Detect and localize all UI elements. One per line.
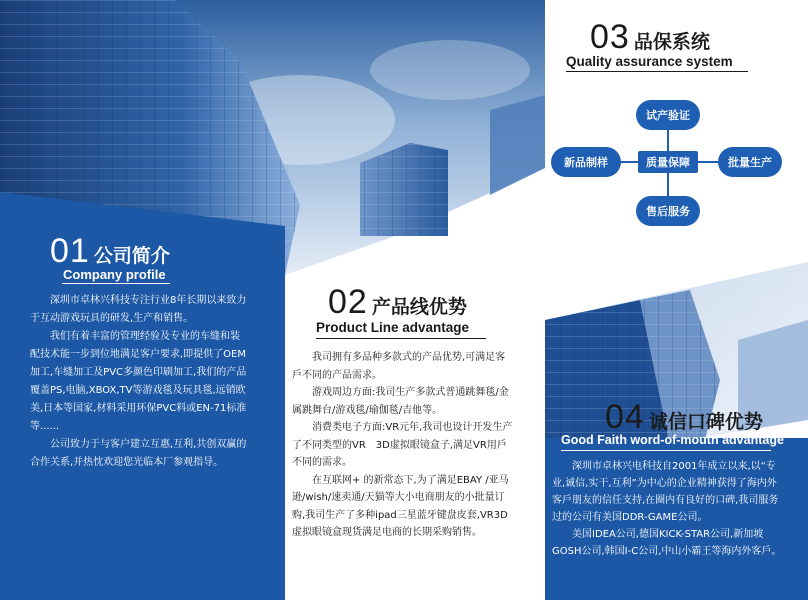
- section-04-rule: [561, 450, 771, 451]
- section-01-subtitle: Company profile: [63, 267, 166, 282]
- section-04-paragraph: 深圳市卓林兴电科技自2001年成立以来,以“专业,诚信,实干,互利”为中心的企业精神获得了海内外客戶朋友的信任支持,在圈内有良好的口碑,我司服务过的公司有美国DDR-GAME公司。: [552, 461, 779, 523]
- section-02-subtitle: Product Line advantage: [316, 320, 470, 335]
- section-02-heading: [328, 283, 467, 322]
- section-03-number: 03: [590, 18, 630, 56]
- section-02-number: 02: [328, 283, 368, 321]
- diagram-node-center: 质量保障: [638, 151, 698, 173]
- section-03-rule: [566, 71, 748, 72]
- building-far: [490, 95, 545, 195]
- section-01-body: [30, 292, 248, 472]
- section-02-paragraph: 消费类电子方面:VR元年,我司也设计开发生产了不同类型的VR 3D虚拟眼镜盒子,满足VR用戶不同的需求。: [292, 422, 513, 468]
- section-01-number: 01: [50, 232, 90, 270]
- section-04-heading: [605, 398, 763, 437]
- diagram-node-top: 试产验证: [636, 100, 700, 130]
- cloud: [370, 40, 530, 100]
- section-02-paragraph: 游戏周边方面:我司生产多款式普通跳舞毯/金属跳舞台/游戏毯/瑜伽毯/吉他等。: [292, 387, 509, 416]
- section-02-title: 产品线优势: [371, 296, 467, 318]
- section-01-paragraph: 公司致力于与客户建立互惠,互利,共创双赢的合作关系,并热忱欢迎您光临本厂参观指导。: [30, 439, 247, 468]
- section-02-rule: [316, 338, 486, 339]
- section-03-subtitle: Quality assurance system: [566, 54, 733, 69]
- section-04-body: [552, 458, 784, 560]
- section-02-paragraph: 在互联网+ 的新常态下,为了满足EBAY /亚马逊/wish/速卖通/天猫等大小电商朋友的小批量订购,我司生产了多种ipad三星蓝牙键盘皮套,VR3D虚拟眼镜盒现货满足电商的长期采购销售。: [292, 474, 509, 538]
- section-04-subtitle: Good Faith word-of-mouth advantage: [561, 433, 784, 447]
- section-01-paragraph: 深圳市卓林兴科技专注行业8年长期以来致力于互动游戏玩具的研发,生产和销售。: [30, 295, 247, 324]
- diagram-node-bottom: 售后服务: [636, 196, 700, 226]
- section-04-number: 04: [605, 398, 645, 436]
- section-04-paragraph: 美国IDEA公司,德国KICK-STAR公司,新加坡GOSH公司,韩国I-C公司,中山小霸王等海内外客戶。: [552, 529, 782, 557]
- section-03-heading: [590, 18, 710, 57]
- section-03-title: 品保系统: [633, 31, 710, 53]
- section-02-body: [292, 349, 514, 542]
- section-01-title: 公司简介: [93, 245, 170, 267]
- section-04-title: 诚信口碑优势: [648, 411, 763, 433]
- section-02-paragraph: 我司拥有多品种多款式的产品优势,可满足客戶不同的产品需求。: [292, 352, 506, 381]
- diagram-node-right: 批量生产: [718, 147, 782, 177]
- diagram-node-left: 新品制样: [551, 147, 621, 177]
- section-01-heading: [50, 232, 170, 271]
- section-01-rule: [62, 283, 170, 284]
- section-01-paragraph: 我们有着丰富的管理经验及专业的车缝和装配技术能一步到位地满足客户要求,即提供了OEM加工,车缝加工及PVC多颜色印刷加工,我们的产品覆盖PS,电脑,XBOX,TV等游戏毯及玩具毯,远销欧美,日本等国家,材料采用环保PVC料或EN-71标准等......: [30, 331, 247, 432]
